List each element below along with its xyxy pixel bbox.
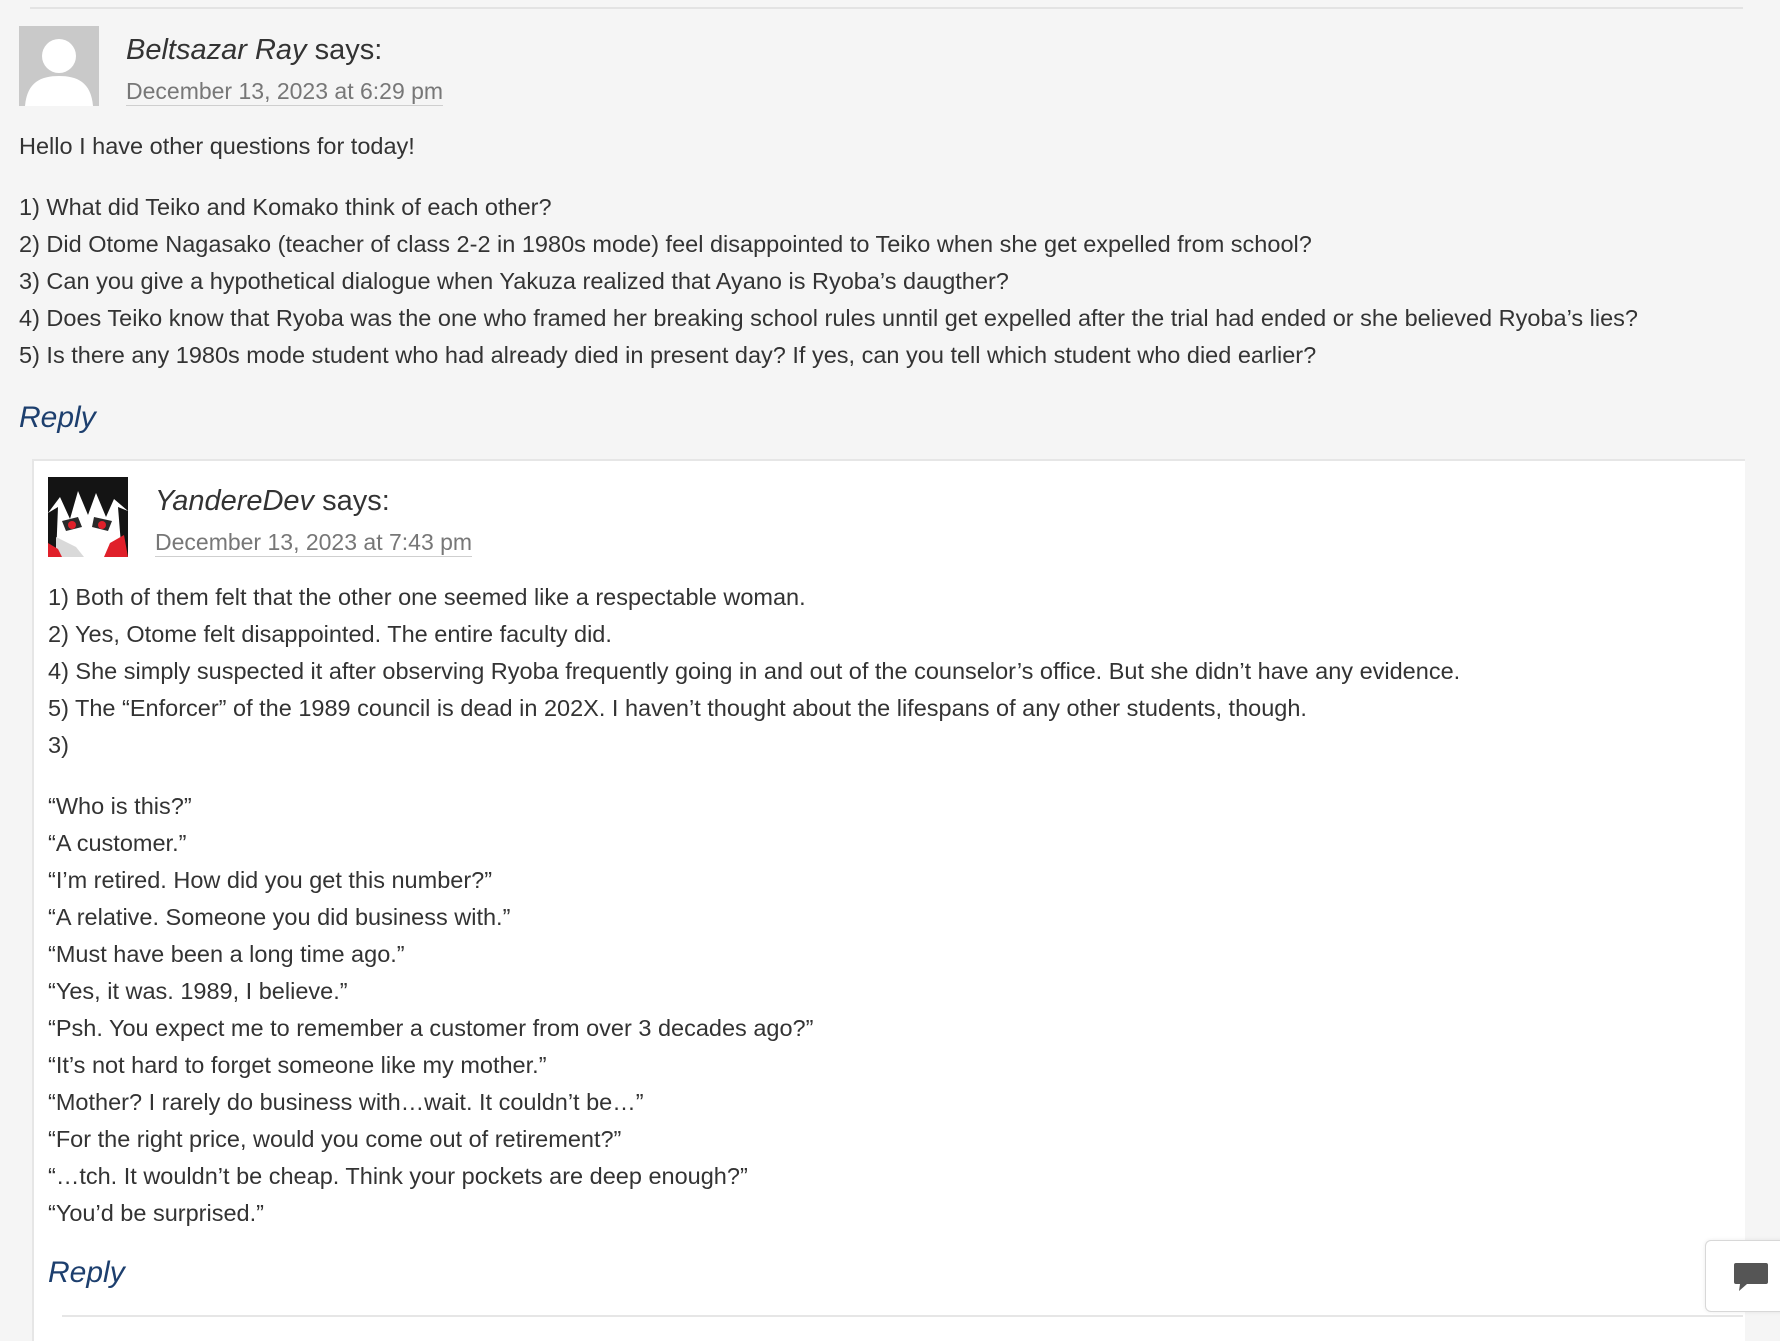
comment-date-link[interactable]: December 13, 2023 at 6:29 pm [126, 78, 444, 104]
comment-line: 2) Yes, Otome felt disappointed. The entire faculty did. [48, 621, 612, 647]
comment-line: 1) What did Teiko and Komako think of each other? [19, 194, 552, 220]
top-divider [30, 7, 1743, 9]
comment-line: “For the right price, would you come out of retirement?” [48, 1126, 622, 1152]
anime-avatar-icon [48, 477, 128, 557]
comment-paragraph [19, 189, 1638, 374]
comment-line: “…tch. It wouldn’t be cheap. Think your pockets are deep enough?” [48, 1163, 748, 1189]
comment-author-line [155, 483, 390, 519]
comment-author-line [126, 32, 382, 68]
comment-paragraph [48, 788, 1460, 1232]
comment-line: “Mother? I rarely do business with…wait. It couldn’t be…” [48, 1089, 644, 1115]
comment-line: 3) [48, 732, 69, 758]
comment-line: 5) The “Enforcer” of the 1989 council is dead in 202X. I haven’t thought about the lifespans of any other students, though. [48, 695, 1307, 721]
comment-line: “A customer.” [48, 830, 187, 856]
comment-line: “Who is this?” [48, 793, 192, 819]
comment-line: “I’m retired. How did you get this number?” [48, 867, 493, 893]
says-label: says: [322, 485, 390, 517]
comment-line: “A relative. Someone you did business with.” [48, 904, 511, 930]
comment-line: 2) Did Otome Nagasako (teacher of class 2-2 in 1980s mode) feel disappointed to Teiko when she get expelled from school? [19, 231, 1312, 257]
comment-line: 4) Does Teiko know that Ryoba was the one who framed her breaking school rules unntil get expelled after the trial had ended or she believed Ryoba’s lies? [19, 305, 1638, 331]
reply-link[interactable]: Reply [19, 401, 96, 434]
comment-author: Beltsazar Ray [126, 34, 307, 66]
comment-line: “Psh. You expect me to remember a customer from over 3 decades ago?” [48, 1015, 814, 1041]
comment-paragraph [48, 579, 1460, 764]
comment-line: 1) Both of them felt that the other one seemed like a respectable woman. [48, 584, 806, 610]
comment-line: “Yes, it was. 1989, I believe.” [48, 978, 348, 1004]
comment-line: “It’s not hard to forget someone like my mother.” [48, 1052, 547, 1078]
comment-line: 5) Is there any 1980s mode student who had already died in present day? If yes, can you tell which student who died earlier? [19, 342, 1317, 368]
bottom-divider [62, 1315, 1743, 1317]
comment-paragraph [19, 128, 1638, 165]
chat-bubble-icon [1733, 1261, 1769, 1293]
comment-line: “Must have been a long time ago.” [48, 941, 405, 967]
comment-body [48, 579, 1460, 1232]
comment-line: Hello I have other questions for today! [19, 133, 415, 159]
comment-date-link[interactable]: December 13, 2023 at 7:43 pm [155, 529, 473, 555]
comment-line: 4) She simply suspected it after observing Ryoba frequently going in and out of the counselor’s office. But she didn’t have any evidence. [48, 658, 1461, 684]
comment-line: “You’d be surprised.” [48, 1200, 264, 1226]
chat-button[interactable] [1705, 1240, 1780, 1312]
comment-author: YandereDev [155, 485, 315, 517]
comment-line: 3) Can you give a hypothetical dialogue when Yakuza realized that Ayano is Ryoba’s daugther? [19, 268, 1009, 294]
default-avatar-icon [19, 26, 99, 106]
says-label: says: [314, 34, 383, 66]
comment-body [19, 128, 1638, 374]
reply-link[interactable]: Reply [48, 1256, 125, 1289]
